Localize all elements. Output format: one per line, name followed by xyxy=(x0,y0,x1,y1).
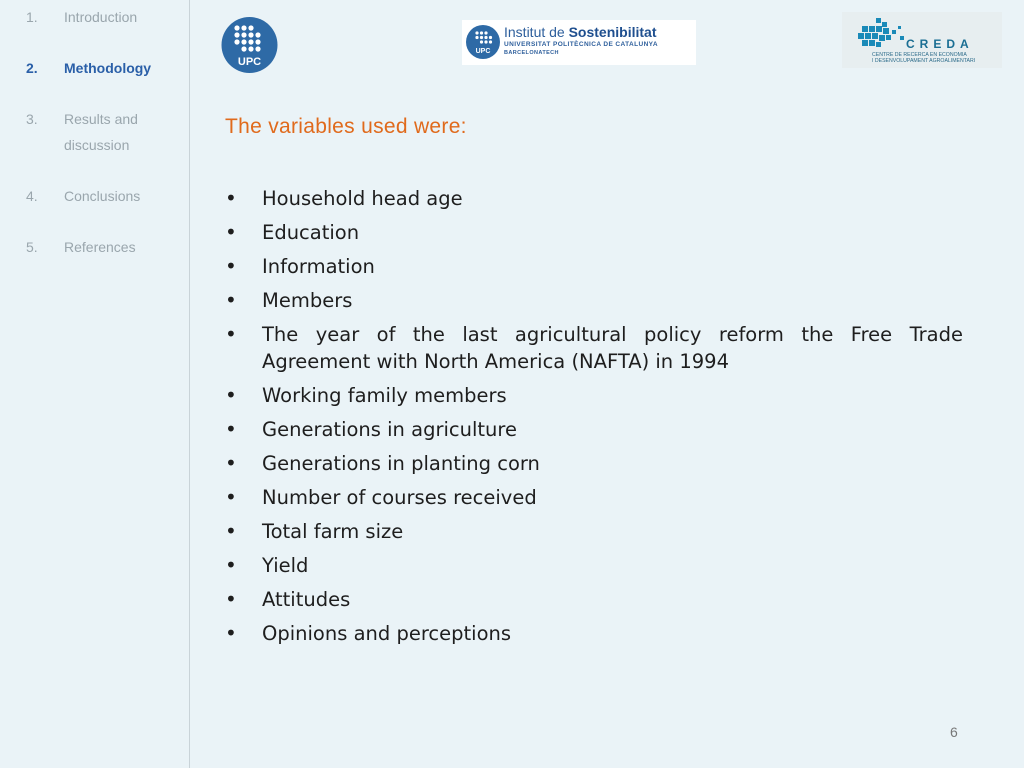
list-item: • Education xyxy=(225,219,963,246)
creda-logo xyxy=(842,12,1002,68)
slide-heading: The variables used were: xyxy=(225,115,467,138)
svg-text:UPC: UPC xyxy=(475,48,491,55)
list-item: • Members xyxy=(225,287,963,314)
list-item: • Number of courses received xyxy=(225,484,963,511)
creda-logo-name: CREDA xyxy=(906,37,974,51)
nav-item-label: Introduction xyxy=(64,9,138,25)
nav-item-label: Methodology xyxy=(64,60,152,76)
upc-badge-icon xyxy=(465,24,501,60)
nav-item-number: 5. xyxy=(26,239,38,255)
list-item: • Household head age xyxy=(225,185,963,212)
institut-sostenibilitat-logo xyxy=(462,20,696,65)
list-item: • Total farm size xyxy=(225,518,963,545)
nav-item-label: References xyxy=(64,239,136,255)
list-item: • Opinions and perceptions xyxy=(225,620,963,647)
creda-mosaic-icon xyxy=(854,16,914,56)
ids-logo-university: UNIVERSITAT POLITÈCNICA DE CATALUNYA xyxy=(504,41,658,48)
nav-item-number: 2. xyxy=(26,60,38,76)
nav-item-number: 4. xyxy=(26,188,38,204)
list-item: • Generations in agriculture xyxy=(225,416,963,443)
ids-logo-barcelonatech: BARCELONATECH xyxy=(504,50,559,56)
list-item: • Yield xyxy=(225,552,963,579)
nav-item-label: Conclusions xyxy=(64,188,141,204)
nav-item-label: Results and discussion xyxy=(64,111,138,153)
nav-item-number: 1. xyxy=(26,9,38,25)
list-item: • Generations in planting corn xyxy=(225,450,963,477)
upc-logo-icon xyxy=(219,17,280,73)
list-item: • Information xyxy=(225,253,963,280)
sidebar-nav xyxy=(0,0,190,768)
creda-logo-subtitle: CENTRE DE RECERCA EN ECONOMIA I DESENVOLUPAMENT AGROALIMENTARI xyxy=(872,52,976,64)
list-item: • Working family members xyxy=(225,382,963,409)
nav-item-number: 3. xyxy=(26,111,38,127)
list-item: • Attitudes xyxy=(225,586,963,613)
page-number: 6 xyxy=(950,724,958,740)
variables-list xyxy=(225,185,963,654)
ids-logo-title: Institut de Sostenibilitat xyxy=(504,24,657,40)
upc-logo xyxy=(219,17,280,73)
svg-text:UPC: UPC xyxy=(237,56,262,68)
list-item: • The year of the last agricultural policy reform the Free Trade Agreement with North America (NAFTA) in 1994 xyxy=(225,321,963,375)
